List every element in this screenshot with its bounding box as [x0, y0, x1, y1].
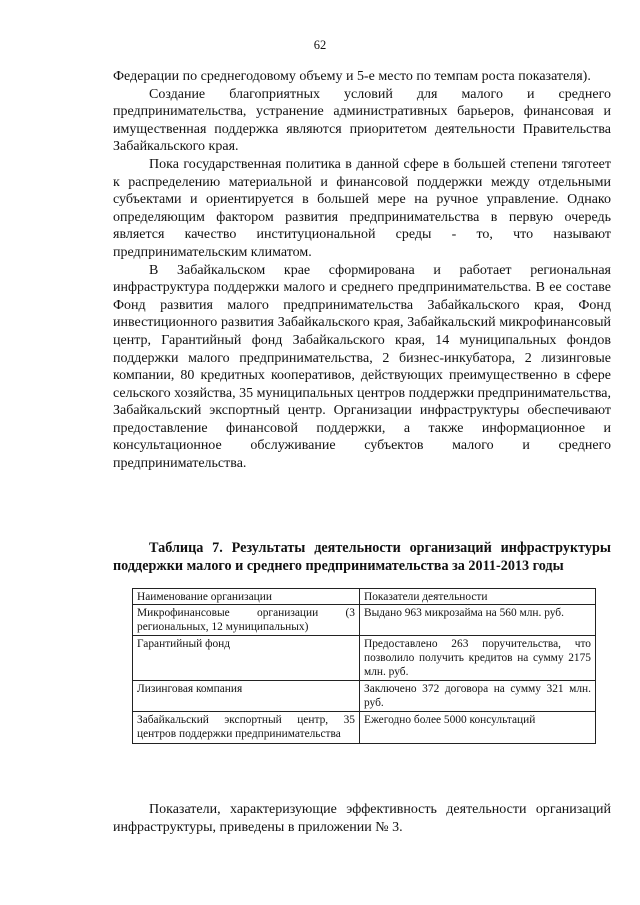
paragraph-4: В Забайкальском крае сформирована и работает региональная инфраструктура поддержки малого и среднего предпринимательства. В ее составе Фонд развития малого предпринимательства Забайкальского края, Фонд инвестиционного развития Забайкальского края, Забайкальский микрофинансовый центр, Гарантийный фонд Забайкальского края, 14 муниципальных фондов поддержки малого предпринимательства, 2 бизнес-инкубатора, 2 лизинговые компании, 80 кредитных кооперативов, действующих преимущественно в сфере сельского хозяйства, 35 муниципальных центров поддержки предпринимательства, Забайкальский экспортный центр. Организации инфраструктуры обеспечивают предоставление финансовой поддержки, а также информационное и консультационное обслуживание субъектов малого и среднего предпринимательства.: [113, 262, 612, 472]
table-row: [133, 681, 596, 712]
results-table: [132, 588, 596, 744]
cell-indicators: Заключено 372 договора на сумму 321 млн. руб.: [360, 681, 596, 712]
paragraph-2: Создание благоприятных условий для малого и среднего предпринимательства, устранение административных барьеров, финансовая и имущественная поддержка являются приоритетом деятельности Правительства Забайкальского края.: [113, 86, 611, 155]
closing-text: [113, 801, 611, 836]
table-row: [133, 605, 596, 636]
cell-indicators: Ежегодно более 5000 консультаций: [360, 712, 596, 744]
cell-indicators: Предоставлено 263 поручительства, что позволило получить кредитов на сумму 2175 млн. руб.: [360, 636, 596, 681]
cell-organization: Забайкальский экспортный центр, 35 центров поддержки предпринимательства: [133, 712, 360, 744]
cell-organization: Лизинговая компания: [133, 681, 360, 712]
table-header-row: [133, 589, 596, 605]
cell-indicators: Выдано 963 микрозайма на 560 млн. руб.: [360, 605, 596, 636]
page-number: 62: [313, 38, 327, 52]
table-caption: Таблица 7. Результаты деятельности организаций инфраструктуры поддержки малого и среднего предпринимательства за 2011-2013 годы: [113, 540, 611, 574]
header-indicators: Показатели деятельности: [360, 589, 596, 605]
paragraph-1: Федерации по среднегодовому объему и 5-е место по темпам роста показателя).: [113, 69, 591, 84]
cell-organization: Микрофинансовые организации (3 региональных, 12 муниципальных): [133, 605, 360, 636]
cell-organization: Гарантийный фонд: [133, 636, 360, 681]
closing-paragraph: Показатели, характеризующие эффективность деятельности организаций инфраструктуры, приведены в приложении № 3.: [113, 802, 611, 835]
table-row: [133, 712, 596, 744]
header-organization: Наименование организации: [133, 589, 360, 605]
table-row: [133, 636, 596, 681]
body-text: [113, 68, 611, 473]
paragraph-3: Пока государственная политика в данной сфере в большей степени тяготеет к распределению материальной и финансовой поддержки между отдельными субъектами и ориентируется в большей мере на ручное управление. Однако определяющим фактором развития предпринимательства в первую очередь является качество институциональной среды - то, что называют предпринимательским климатом.: [113, 156, 611, 260]
